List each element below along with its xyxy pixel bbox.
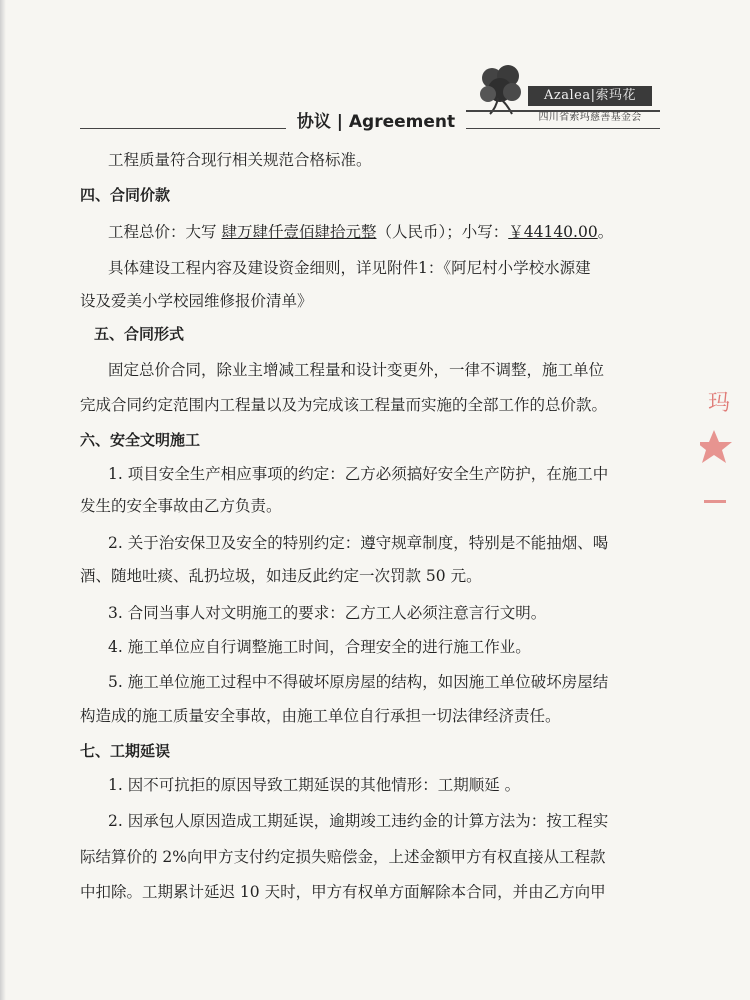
red-seal-stamp-icon xyxy=(700,380,740,520)
section-7-item-1: 1. 因不可抗拒的原因导致工期延误的其他情形：工期顺延 。 xyxy=(108,776,521,794)
section-7-item-2b: 际结算价的 2%向甲方支付约定损失赔偿金，上述金额甲方有权直接从工程款 xyxy=(80,848,606,866)
logo-organization-name: 四川省索玛慈善基金会 xyxy=(538,112,642,123)
section-6-heading: 六、安全文明施工 xyxy=(80,431,201,449)
section-7-heading: 七、工期延误 xyxy=(80,742,171,760)
section-6-item-1b: 发生的安全事故由乙方负责。 xyxy=(80,497,282,515)
section-5-heading: 五、合同形式 xyxy=(94,325,185,343)
section-5-para-1: 固定总价合同，除业主增减工程量和设计变更外，一律不调整，施工单位 xyxy=(108,361,605,379)
total-price-uppercase: 肆万肆仟壹佰肆拾元整 xyxy=(221,223,377,241)
logo-brand-name: Azalea|索玛花 xyxy=(528,86,652,106)
section-7-item-2c: 中扣除。工期累计延迟 10 天时，甲方有权单方面解除本合同，并由乙方向甲 xyxy=(80,883,606,901)
section-4-detail-1: 具体建设工程内容及建设资金细则，详见附件1：《阿尼村小学校水源建 xyxy=(108,259,591,277)
total-price-label: 工程总价：大写 xyxy=(108,223,217,241)
azalea-flower-logo-icon xyxy=(478,64,524,116)
section-5-para-2: 完成合同约定范围内工程量以及为完成该工程量而实施的全部工作的总价款。 xyxy=(80,396,608,414)
section-6-item-1a: 1. 项目安全生产相应事项的约定：乙方必须搞好安全生产防护，在施工中 xyxy=(108,465,609,483)
total-price-currency: （人民币）；小写： xyxy=(376,223,509,241)
quality-statement: 工程质量符合现行相关规范合格标准。 xyxy=(108,151,372,169)
svg-text:玛: 玛 xyxy=(708,391,731,416)
section-6-item-3: 3. 合同当事人对文明施工的要求：乙方工人必须注意言行文明。 xyxy=(108,604,547,622)
section-6-item-5b: 构造成的施工质量安全事故，由施工单位自行承担一切法律经济责任。 xyxy=(80,707,561,725)
header-thick-rule xyxy=(462,110,660,112)
section-6-item-4: 4. 施工单位应自行调整施工时间，合理安全的进行施工作业。 xyxy=(108,638,531,656)
total-price-line xyxy=(108,222,613,242)
section-4-heading: 四、合同价款 xyxy=(80,186,171,204)
total-price-numeric: ￥44140.00 xyxy=(508,223,598,241)
section-6-item-5a: 5. 施工单位施工过程中不得破坏原房屋的结构，如因施工单位破坏房屋结 xyxy=(108,673,609,691)
total-price-end: 。 xyxy=(597,223,614,241)
section-4-detail-2: 设及爱美小学校园维修报价清单》 xyxy=(80,292,313,310)
section-7-item-2a: 2. 因承包人原因造成工期延误，逾期竣工违约金的计算方法为：按工程实 xyxy=(108,812,609,830)
section-6-item-2b: 酒、随地吐痰、乱扔垃圾，如违反此约定一次罚款 50 元。 xyxy=(80,567,482,585)
scan-edge-shadow xyxy=(0,0,6,1000)
document-title: 协议 | Agreement xyxy=(286,108,466,136)
section-6-item-2a: 2. 关于治安保卫及安全的特别约定：遵守规章制度，特别是不能抽烟、喝 xyxy=(108,534,609,552)
